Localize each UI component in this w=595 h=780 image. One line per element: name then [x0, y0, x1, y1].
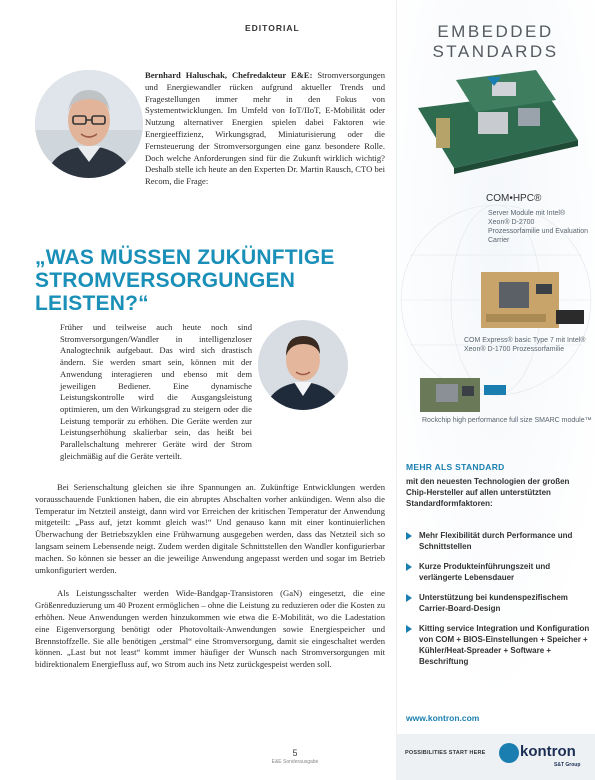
arrow-right-icon [406, 532, 412, 540]
caption-com-express: COM Express® basic Type 7 mit Intel® Xeon® D-1700 Prozessorfamilie [464, 337, 586, 353]
answer-body [35, 482, 385, 683]
down-arrow-icon [487, 77, 501, 86]
com-hpc-logo: COM•HPC® [486, 193, 542, 204]
answer-paragraph-2: Bei Serienschaltung gleichen sie ihre Spannungen an. Zukünftige Entwicklungen werden vorausschauende Funktionen haben, die ein abruptes Abschalten vorher ankündigen. Wenn also die Temperatur im Netzteil ansteigt, dann wird vor Erreichen der kritischen Temperatur der Anwendung mitgeteilt: „Pass auf, jetzt kommt gleich was!“ Und genauso kann mit einer kontinuierlichen Überwachung der Betriebszyklen eine Frühwarnung ausgegeben werden, dass das Netzteil sich so langsam seinem Lebensende neigt. Zudem werden digitale Schnittstellen den Wandler konfigurierbar machen. So können sie besser an die jeweilige Anwendung angepasst werden und sogar im Betrieb umkonfiguriert werden. [35, 482, 385, 575]
kontron-advertisement[interactable] [396, 0, 595, 780]
ad-section-subtitle: mit den neuesten Technologien der großen Chip-Hersteller auf allen unterstützten Standardformfaktoren: [406, 477, 570, 508]
list-item [406, 561, 591, 583]
list-item [406, 623, 591, 667]
section-kicker: EDITORIAL [245, 23, 300, 33]
brand-logo: kontron [520, 743, 576, 760]
ad-section-title: MEHR ALS STANDARD [406, 462, 505, 472]
headline-line-2: STROMVERSORGUNGEN LEISTEN?“ [35, 269, 296, 315]
list-item-text: Kitting service Integration und Konfiguration von COM + BIOS-Einstellungen + Speicher + Kühler/Heat-Spreader + Software + Beschriftung [419, 624, 590, 666]
intro-author: Bernhard Haluschak, Chefredakteur E&E: [145, 70, 313, 80]
list-item-text: Unterstützung bei kundenspezifischem Carrier-Board-Design [419, 593, 568, 613]
list-item [406, 530, 591, 552]
answer-paragraph-1: Früher und teilweise auch heute noch sind Stromversorgungen/Wandler in intelligenzloser Analogtechnik aufgebaut. Das wird sich drastisch ändern. Sie werden smart sein, können mit der Anwendung interagieren und ebenso mit dem jeweiligen Bediener. Eine dynamische Leistungskontrolle wird die Ausgangsleistung optimieren, um den Wirkungsgrad zu steigern oder die Leistung temporär zu erhöhen. Die Geräte werden zur Leistungserhöhung skalierbar sein, das heißt bei Parallelschaltung mehrerer Geräte wird der Strom gleichmäßig auf die Geräte verteilt. [60, 322, 252, 461]
intro-paragraph [145, 70, 385, 188]
arrow-right-icon [406, 563, 412, 571]
ad-title-line-2: STANDARDS [432, 42, 559, 61]
smarc-board-image [420, 378, 480, 412]
ad-section [406, 462, 591, 509]
ad-url-link[interactable]: www.kontron.com [406, 713, 480, 723]
list-item-text: Kurze Produkteinführungszeit und verlängerte Lebensdauer [419, 562, 551, 582]
ad-tagline: POSSIBILITIES START HERE [405, 750, 486, 756]
caption-smarc: Rockchip high performance full size SMARC module™ [422, 417, 592, 424]
headline [35, 246, 395, 315]
editor-portrait [35, 70, 143, 178]
intro-text: Stromversorgungen und Energiewandler rücken aufgrund aktueller Trends und Fragestellungen immer mehr in den Fokus von Systementwicklungen. Im Umfeld von IoT/IIoT, E-Mobilität oder Nutzung alternativer Energien spielen dabei Faktoren wie Energieeffizienz, Wirkungsgrad, Miniaturisierung oder die Fernsteuerung der Stromversorgungen eine ganz besondere Rolle. Doch welche Anforderungen sind für die Zukunft wirklich wichtig? Deshalb stelle ich heute an den Experten Dr. Martin Rausch, CTO bei Recom, die Frage: [145, 70, 385, 187]
page-number: 5 [292, 748, 298, 758]
headline-line-1: „WAS MÜSSEN ZUKÜNFTIGE [35, 246, 335, 269]
list-item [406, 592, 591, 614]
com-express-board-image [481, 272, 559, 328]
arrow-right-icon [406, 594, 412, 602]
kontron-logo-icon [499, 743, 519, 763]
arrow-right-icon [406, 625, 412, 633]
caption-com-hpc: Server Module mit Intel® Xeon® D-2700 Prozessorfamilie und Evaluation Carrier [488, 210, 588, 244]
list-item-text: Mehr Flexibilität durch Performance und Schnittstellen [419, 531, 573, 551]
ad-title-line-1: EMBEDDED [437, 22, 554, 41]
brand-subline: S&T Group [554, 762, 581, 768]
expert-portrait [258, 320, 348, 410]
answer-paragraph-3: Als Leistungsschalter werden Wide-Bandgap-Transistoren (GaN) eingesetzt, die eine Größenreduzierung um 40 Prozent ermöglichen – ohne die Leistung zu reduzieren oder die Kosten zu erhöhen. Neue Anwendungen werden hinzukommen wie etwa die E-Mobilität, wo die Ladestation eine Eigenversorgung benötigt oder Photovoltaik-Anwendungen sowie Energiespeicher und Brennstoffzelle. Sie alle benötigen „erstmal“ eine Stromversorgung, damit sie eingeschaltet werden können. „Last but not least“ kommt immer häufiger der Wunsch nach Stromversorgungen mit bidirektionalem Energiefluss auf, wo Strom auch ins Netz zurückgespeist werden soll. [35, 588, 385, 670]
page-footer-note: E&E Sonderausgabe [271, 759, 319, 765]
ad-feature-list [406, 530, 591, 676]
